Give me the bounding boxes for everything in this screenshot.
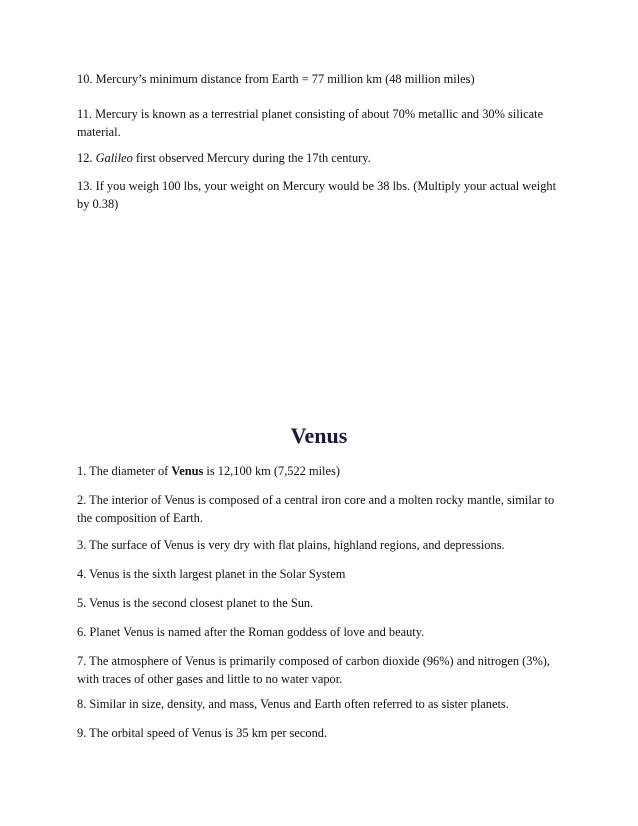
venus-fact-3: 3. The surface of Venus is very dry with flat plains, highland regions, and depressions. xyxy=(77,538,505,552)
venus-fact-4: 4. Venus is the sixth largest planet in the Solar System xyxy=(77,567,346,581)
section-title-venus: Venus xyxy=(290,423,348,448)
galileo-name: Galileo xyxy=(95,151,133,165)
fact-text: first observed Mercury during the 17th century. xyxy=(132,151,371,165)
venus-fact-5: 5. Venus is the second closest planet to the Sun. xyxy=(77,596,314,610)
venus-bold: Venus xyxy=(171,464,204,478)
fact-text: is 12,100 km (7,522 miles) xyxy=(203,464,340,478)
venus-fact-7: 7. The atmosphere of Venus is primarily composed of carbon dioxide (96%) and nitrogen (3%), with traces of other gases and little to no water vapor. xyxy=(77,654,551,686)
venus-fact-1 xyxy=(77,462,567,480)
fact-number: 12. xyxy=(77,151,96,165)
mercury-fact-10: 10. Mercury’s minimum distance from Earth = 77 million km (48 million miles) xyxy=(77,72,475,86)
venus-fact-2: 2. The interior of Venus is composed of a central iron core and a molten rocky mantle, similar to the composition of Earth. xyxy=(77,493,555,525)
venus-fact-6: 6. Planet Venus is named after the Roman goddess of love and beauty. xyxy=(77,625,425,639)
fact-text: 1. The diameter of xyxy=(77,464,172,478)
venus-fact-8: 8. Similar in size, density, and mass, Venus and Earth often referred to as sister planets. xyxy=(77,697,509,711)
mercury-fact-11: 11. Mercury is known as a terrestrial planet consisting of about 70% metallic and 30% silicate material. xyxy=(77,107,544,139)
mercury-fact-12 xyxy=(77,149,567,167)
venus-fact-9: 9. The orbital speed of Venus is 35 km per second. xyxy=(77,726,328,740)
mercury-fact-13: 13. If you weigh 100 lbs, your weight on Mercury would be 38 lbs. (Multiply your actual weight by 0.38) xyxy=(77,179,557,211)
